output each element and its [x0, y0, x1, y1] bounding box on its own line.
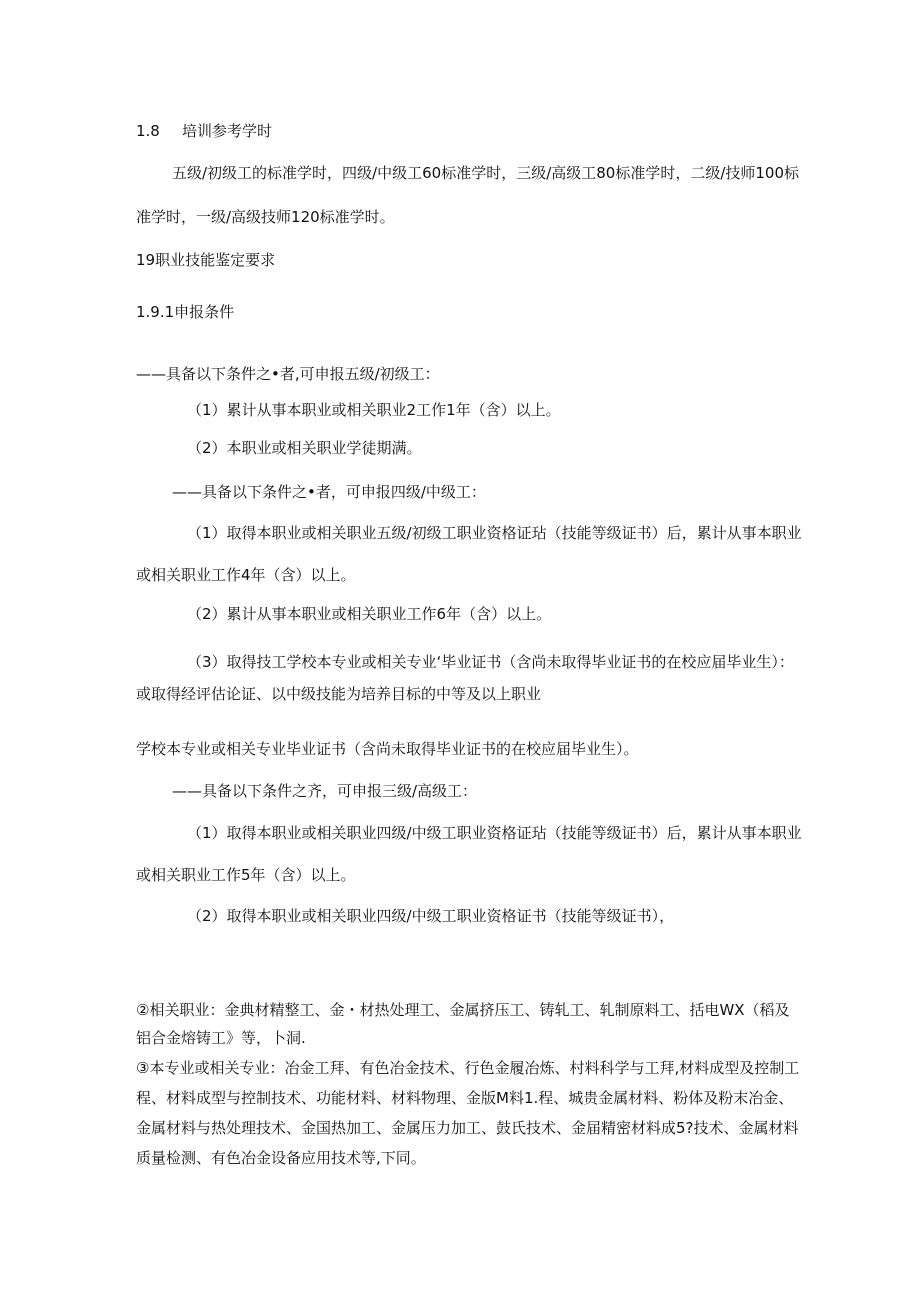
note-line: 金属材料与热处理技术、金国热加工、金属压力加工、鼓氏技术、金届精密材料成5?技术、金属材料: [136, 1119, 799, 1137]
note-line: ③本专业或相关专业：冶金工拜、有色冶金技术、行色金履冶炼、村料科学与工拜,材料成型及控制工: [136, 1059, 800, 1077]
level4-intro: ——具备以下条件之•者，可申报四级/中级工：: [172, 483, 486, 501]
note-line: 程、材料成型与控制技术、功能材料、材料物理、金版M料1.程、城贵金属材料、粉体及粉末冶金、: [136, 1089, 794, 1107]
list-item-continuation: 学校本专业或相关专业毕业证书（含尚未取得毕业证书的在校应届毕业生）。: [136, 740, 639, 758]
section-1-9-1-heading: 1.9.1申报条件: [136, 303, 235, 321]
list-item-continuation: 或相关职业工作4年（含）以上。: [136, 566, 356, 584]
paragraph-line: 准学时，一级/高级技师120标准学时。: [136, 208, 395, 226]
section-title: 培训参考学时: [182, 122, 273, 140]
note-line: 质量检测、有色冶金设备应用技术等,下同。: [136, 1149, 426, 1167]
list-item: （1）累计从事本职业或相关职业2工作1年（含）以上。: [187, 401, 561, 419]
paragraph-line: 五级/初级工的标准学时，四级/中级工60标准学时，三级/高级工80标准学时，二级/技师100标: [172, 164, 800, 182]
list-item-continuation: 或相关职业工作5年（含）以上。: [136, 866, 356, 884]
section-number: 1.8: [136, 122, 160, 140]
list-item-continuation: 或取得经评估论证、以中级技能为培养目标的中等及以上职业: [136, 685, 542, 703]
list-item: （1）取得本职业或相关职业五级/初级工职业资格证玷（技能等级证书）后，累计从事本职业: [187, 524, 802, 542]
note-line: 铝合金熔铸工》等，卜洞.: [136, 1029, 306, 1047]
level3-intro: ——具备以下条件之齐，可申报三级/高级工：: [172, 782, 478, 800]
list-item: （1）取得本职业或相关职业四级/中级工职业资格证玷（技能等级证书）后，累计从事本职业: [187, 824, 802, 842]
section-1-9-heading: 19职业技能鉴定要求: [136, 251, 276, 269]
list-item: （2）本职业或相关职业学徒期满。: [187, 439, 422, 457]
list-item: （3）取得技工学校本专业或相关专业‘毕业证书（含尚未取得毕业证书的在校应届毕业生）：: [187, 653, 794, 671]
level5-intro: ——具备以下条件之•者,可申报五级/初级工：: [136, 365, 440, 383]
section-1-8-heading: [136, 121, 272, 141]
list-item: （2）取得本职业或相关职业四级/中级工职业资格证书（技能等级证书），: [187, 907, 675, 925]
note-line: ②相关职业：金典材精整工、金・材热处理工、金属挤压工、铸轧工、轧制原料工、括电WX（稻及: [136, 1001, 790, 1019]
list-item: （2）累计从事本职业或相关职业工作6年（含）以上。: [187, 605, 552, 623]
